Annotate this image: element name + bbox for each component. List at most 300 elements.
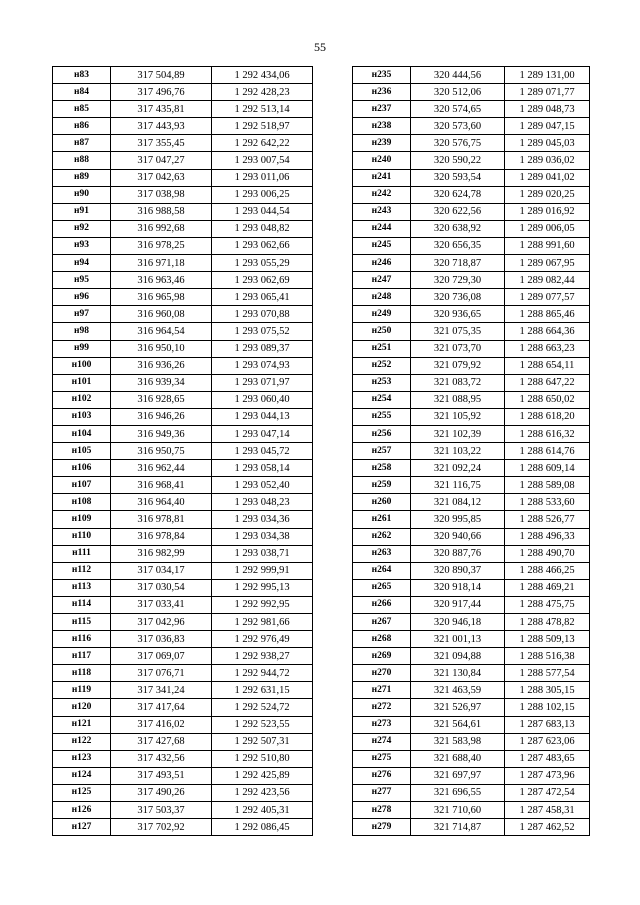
cell-y-left: 1 293 007,54 [212, 152, 313, 169]
column-gap [313, 289, 353, 306]
cell-y-right: 1 288 664,36 [505, 323, 590, 340]
cell-point-right: н272 [353, 699, 411, 716]
column-gap [313, 819, 353, 836]
cell-point-left: н90 [53, 186, 111, 203]
column-gap [313, 614, 353, 631]
cell-x-right: 320 917,44 [411, 596, 505, 613]
cell-y-right: 1 289 036,02 [505, 152, 590, 169]
cell-y-right: 1 287 473,96 [505, 767, 590, 784]
cell-y-right: 1 289 016,92 [505, 203, 590, 220]
cell-y-left: 1 292 507,31 [212, 733, 313, 750]
cell-point-left: н122 [53, 733, 111, 750]
cell-point-right: н264 [353, 562, 411, 579]
column-gap [313, 528, 353, 545]
table-row [53, 152, 590, 169]
cell-x-right: 321 073,70 [411, 340, 505, 357]
cell-x-left: 316 939,34 [111, 374, 212, 391]
cell-point-right: н273 [353, 716, 411, 733]
cell-y-left: 1 293 055,29 [212, 255, 313, 272]
cell-y-left: 1 293 048,23 [212, 494, 313, 511]
table-row [53, 391, 590, 408]
cell-x-left: 317 341,24 [111, 682, 212, 699]
column-gap [313, 545, 353, 562]
cell-point-left: н94 [53, 255, 111, 272]
cell-x-right: 321 710,60 [411, 802, 505, 819]
cell-y-right: 1 288 991,60 [505, 237, 590, 254]
cell-point-left: н118 [53, 665, 111, 682]
cell-y-right: 1 289 006,05 [505, 220, 590, 237]
cell-x-right: 321 084,12 [411, 494, 505, 511]
column-gap [313, 699, 353, 716]
cell-point-right: н276 [353, 767, 411, 784]
column-gap [313, 203, 353, 220]
cell-x-right: 321 083,72 [411, 374, 505, 391]
cell-y-right: 1 289 047,15 [505, 118, 590, 135]
column-gap [313, 460, 353, 477]
cell-point-right: н251 [353, 340, 411, 357]
table-row [53, 272, 590, 289]
column-gap [313, 802, 353, 819]
cell-point-left: н126 [53, 802, 111, 819]
cell-point-right: н254 [353, 391, 411, 408]
cell-x-left: 316 978,81 [111, 511, 212, 528]
cell-x-left: 316 936,26 [111, 357, 212, 374]
cell-y-left: 1 292 981,66 [212, 614, 313, 631]
cell-x-right: 321 102,39 [411, 425, 505, 442]
cell-point-left: н84 [53, 84, 111, 101]
table-row [53, 220, 590, 237]
cell-point-left: н108 [53, 494, 111, 511]
cell-point-right: н241 [353, 169, 411, 186]
cell-point-right: н249 [353, 306, 411, 323]
column-gap [313, 425, 353, 442]
cell-y-left: 1 293 048,82 [212, 220, 313, 237]
cell-x-right: 321 564,61 [411, 716, 505, 733]
cell-x-left: 317 416,02 [111, 716, 212, 733]
table-row [53, 767, 590, 784]
table-row [53, 579, 590, 596]
cell-point-right: н243 [353, 203, 411, 220]
cell-point-left: н89 [53, 169, 111, 186]
column-gap [313, 237, 353, 254]
cell-x-left: 316 962,44 [111, 460, 212, 477]
cell-y-left: 1 293 011,06 [212, 169, 313, 186]
cell-y-right: 1 288 865,46 [505, 306, 590, 323]
cell-x-right: 321 001,13 [411, 631, 505, 648]
table-row [53, 802, 590, 819]
cell-point-left: н98 [53, 323, 111, 340]
cell-point-left: н124 [53, 767, 111, 784]
table-row [53, 494, 590, 511]
cell-point-left: н119 [53, 682, 111, 699]
cell-point-right: н250 [353, 323, 411, 340]
cell-x-left: 316 964,54 [111, 323, 212, 340]
cell-y-left: 1 293 006,25 [212, 186, 313, 203]
cell-y-right: 1 287 683,13 [505, 716, 590, 733]
cell-x-right: 320 638,92 [411, 220, 505, 237]
cell-y-left: 1 292 405,31 [212, 802, 313, 819]
column-gap [313, 152, 353, 169]
column-gap [313, 784, 353, 801]
column-gap [313, 67, 353, 84]
cell-y-right: 1 288 509,13 [505, 631, 590, 648]
cell-x-right: 320 576,75 [411, 135, 505, 152]
cell-y-left: 1 293 075,52 [212, 323, 313, 340]
column-gap [313, 665, 353, 682]
cell-y-left: 1 293 070,88 [212, 306, 313, 323]
table-row [53, 323, 590, 340]
cell-x-right: 320 946,18 [411, 614, 505, 631]
cell-y-right: 1 289 048,73 [505, 101, 590, 118]
column-gap [313, 750, 353, 767]
cell-point-left: н103 [53, 408, 111, 425]
cell-y-left: 1 292 944,72 [212, 665, 313, 682]
column-gap [313, 716, 353, 733]
column-gap [313, 306, 353, 323]
table-row [53, 357, 590, 374]
cell-y-left: 1 292 513,14 [212, 101, 313, 118]
cell-x-right: 321 079,92 [411, 357, 505, 374]
cell-point-left: н105 [53, 443, 111, 460]
cell-point-left: н102 [53, 391, 111, 408]
column-gap [313, 391, 353, 408]
cell-y-right: 1 289 045,03 [505, 135, 590, 152]
cell-y-right: 1 288 647,22 [505, 374, 590, 391]
table-row [53, 733, 590, 750]
table-row [53, 443, 590, 460]
cell-y-right: 1 287 458,31 [505, 802, 590, 819]
cell-point-left: н92 [53, 220, 111, 237]
cell-x-left: 317 443,93 [111, 118, 212, 135]
cell-y-right: 1 287 483,65 [505, 750, 590, 767]
cell-y-left: 1 292 523,55 [212, 716, 313, 733]
cell-y-right: 1 289 020,25 [505, 186, 590, 203]
cell-x-left: 316 982,99 [111, 545, 212, 562]
cell-x-right: 320 940,66 [411, 528, 505, 545]
cell-x-right: 320 624,78 [411, 186, 505, 203]
cell-y-left: 1 292 524,72 [212, 699, 313, 716]
cell-y-right: 1 288 650,02 [505, 391, 590, 408]
table-row [53, 237, 590, 254]
cell-point-left: н97 [53, 306, 111, 323]
cell-point-left: н83 [53, 67, 111, 84]
cell-y-right: 1 289 067,95 [505, 255, 590, 272]
table-row [53, 169, 590, 186]
cell-x-left: 317 042,63 [111, 169, 212, 186]
cell-point-left: н127 [53, 819, 111, 836]
cell-y-left: 1 293 062,69 [212, 272, 313, 289]
cell-point-left: н123 [53, 750, 111, 767]
table-row [53, 562, 590, 579]
cell-x-right: 321 688,40 [411, 750, 505, 767]
column-gap [313, 272, 353, 289]
cell-y-left: 1 293 038,71 [212, 545, 313, 562]
cell-y-right: 1 288 466,25 [505, 562, 590, 579]
table-row [53, 477, 590, 494]
cell-y-right: 1 288 526,77 [505, 511, 590, 528]
cell-y-right: 1 288 577,54 [505, 665, 590, 682]
cell-point-right: н261 [353, 511, 411, 528]
cell-point-left: н85 [53, 101, 111, 118]
cell-y-left: 1 293 034,36 [212, 511, 313, 528]
cell-point-right: н269 [353, 648, 411, 665]
column-gap [313, 682, 353, 699]
cell-y-right: 1 288 533,60 [505, 494, 590, 511]
cell-y-right: 1 288 478,82 [505, 614, 590, 631]
cell-point-right: н260 [353, 494, 411, 511]
table-row [53, 750, 590, 767]
cell-x-left: 316 949,36 [111, 425, 212, 442]
cell-point-right: н270 [353, 665, 411, 682]
cell-x-left: 317 047,27 [111, 152, 212, 169]
cell-x-right: 320 573,60 [411, 118, 505, 135]
cell-point-right: н255 [353, 408, 411, 425]
table-row [53, 408, 590, 425]
cell-y-left: 1 293 060,40 [212, 391, 313, 408]
cell-y-left: 1 292 428,23 [212, 84, 313, 101]
cell-point-left: н125 [53, 784, 111, 801]
cell-x-left: 316 992,68 [111, 220, 212, 237]
cell-x-right: 321 094,88 [411, 648, 505, 665]
cell-y-left: 1 293 062,66 [212, 237, 313, 254]
cell-x-right: 320 936,65 [411, 306, 505, 323]
cell-x-left: 316 950,75 [111, 443, 212, 460]
cell-y-left: 1 293 044,13 [212, 408, 313, 425]
cell-point-left: н106 [53, 460, 111, 477]
column-gap [313, 340, 353, 357]
cell-x-left: 317 355,45 [111, 135, 212, 152]
cell-x-right: 321 526,97 [411, 699, 505, 716]
column-gap [313, 408, 353, 425]
cell-y-right: 1 288 490,70 [505, 545, 590, 562]
cell-x-right: 321 583,98 [411, 733, 505, 750]
cell-x-left: 317 702,92 [111, 819, 212, 836]
table-row [53, 665, 590, 682]
table-row [53, 631, 590, 648]
cell-y-right: 1 288 609,14 [505, 460, 590, 477]
cell-x-right: 321 105,92 [411, 408, 505, 425]
cell-y-left: 1 292 086,45 [212, 819, 313, 836]
cell-point-left: н120 [53, 699, 111, 716]
column-gap [313, 767, 353, 784]
column-gap [313, 477, 353, 494]
cell-x-left: 317 427,68 [111, 733, 212, 750]
column-gap [313, 220, 353, 237]
cell-point-left: н114 [53, 596, 111, 613]
cell-point-right: н257 [353, 443, 411, 460]
column-gap [313, 101, 353, 118]
cell-x-right: 321 696,55 [411, 784, 505, 801]
cell-x-right: 320 656,35 [411, 237, 505, 254]
cell-point-right: н263 [353, 545, 411, 562]
cell-x-left: 317 036,83 [111, 631, 212, 648]
cell-point-right: н275 [353, 750, 411, 767]
cell-x-left: 316 950,10 [111, 340, 212, 357]
cell-y-left: 1 292 425,89 [212, 767, 313, 784]
column-gap [313, 579, 353, 596]
cell-point-right: н279 [353, 819, 411, 836]
cell-point-right: н239 [353, 135, 411, 152]
table-row [53, 528, 590, 545]
cell-x-right: 321 697,97 [411, 767, 505, 784]
cell-point-right: н252 [353, 357, 411, 374]
cell-x-left: 316 978,25 [111, 237, 212, 254]
cell-y-right: 1 287 623,06 [505, 733, 590, 750]
cell-x-right: 320 729,30 [411, 272, 505, 289]
cell-y-right: 1 288 654,11 [505, 357, 590, 374]
cell-y-right: 1 288 475,75 [505, 596, 590, 613]
cell-y-right: 1 288 618,20 [505, 408, 590, 425]
cell-y-left: 1 292 642,22 [212, 135, 313, 152]
table-row [53, 511, 590, 528]
cell-y-left: 1 292 518,97 [212, 118, 313, 135]
cell-y-left: 1 292 510,80 [212, 750, 313, 767]
cell-x-right: 320 590,22 [411, 152, 505, 169]
cell-x-left: 317 504,89 [111, 67, 212, 84]
cell-y-right: 1 288 469,21 [505, 579, 590, 596]
column-gap [313, 562, 353, 579]
cell-y-right: 1 288 589,08 [505, 477, 590, 494]
cell-point-right: н265 [353, 579, 411, 596]
cell-x-right: 320 918,14 [411, 579, 505, 596]
cell-point-left: н113 [53, 579, 111, 596]
cell-y-left: 1 292 976,49 [212, 631, 313, 648]
cell-point-left: н116 [53, 631, 111, 648]
cell-x-left: 316 968,41 [111, 477, 212, 494]
cell-point-left: н91 [53, 203, 111, 220]
cell-point-left: н121 [53, 716, 111, 733]
column-gap [313, 374, 353, 391]
cell-y-left: 1 293 045,72 [212, 443, 313, 460]
cell-x-left: 317 076,71 [111, 665, 212, 682]
column-gap [313, 323, 353, 340]
table-row [53, 682, 590, 699]
cell-x-left: 316 928,65 [111, 391, 212, 408]
cell-x-left: 317 030,54 [111, 579, 212, 596]
cell-point-right: н244 [353, 220, 411, 237]
cell-y-left: 1 292 423,56 [212, 784, 313, 801]
cell-x-left: 316 960,08 [111, 306, 212, 323]
table-row [53, 784, 590, 801]
cell-x-left: 317 435,81 [111, 101, 212, 118]
cell-y-right: 1 289 041,02 [505, 169, 590, 186]
cell-y-right: 1 289 077,57 [505, 289, 590, 306]
cell-x-left: 317 033,41 [111, 596, 212, 613]
table-row [53, 186, 590, 203]
cell-x-left: 317 490,26 [111, 784, 212, 801]
cell-point-left: н107 [53, 477, 111, 494]
cell-x-right: 320 574,65 [411, 101, 505, 118]
table-row [53, 84, 590, 101]
table-row [53, 101, 590, 118]
cell-y-right: 1 288 305,15 [505, 682, 590, 699]
table-row [53, 118, 590, 135]
cell-y-right: 1 287 472,54 [505, 784, 590, 801]
cell-x-left: 316 964,40 [111, 494, 212, 511]
cell-x-right: 320 995,85 [411, 511, 505, 528]
coordinates-table [52, 66, 590, 836]
cell-point-left: н101 [53, 374, 111, 391]
cell-y-right: 1 287 462,52 [505, 819, 590, 836]
cell-point-right: н268 [353, 631, 411, 648]
cell-point-left: н99 [53, 340, 111, 357]
cell-point-right: н247 [353, 272, 411, 289]
cell-x-left: 317 042,96 [111, 614, 212, 631]
table-row [53, 289, 590, 306]
cell-x-left: 316 988,58 [111, 203, 212, 220]
cell-x-right: 320 622,56 [411, 203, 505, 220]
cell-point-right: н242 [353, 186, 411, 203]
cell-y-right: 1 288 102,15 [505, 699, 590, 716]
cell-y-right: 1 288 496,33 [505, 528, 590, 545]
cell-point-right: н245 [353, 237, 411, 254]
cell-point-right: н267 [353, 614, 411, 631]
cell-point-right: н256 [353, 425, 411, 442]
cell-x-left: 316 971,18 [111, 255, 212, 272]
cell-x-left: 316 965,98 [111, 289, 212, 306]
table-row [53, 203, 590, 220]
cell-point-right: н258 [353, 460, 411, 477]
cell-x-right: 321 130,84 [411, 665, 505, 682]
table-row [53, 255, 590, 272]
column-gap [313, 733, 353, 750]
table-row [53, 699, 590, 716]
column-gap [313, 84, 353, 101]
column-gap [313, 631, 353, 648]
table-row [53, 67, 590, 84]
cell-point-left: н112 [53, 562, 111, 579]
cell-x-right: 320 512,06 [411, 84, 505, 101]
cell-point-right: н235 [353, 67, 411, 84]
cell-y-left: 1 292 631,15 [212, 682, 313, 699]
cell-y-right: 1 288 663,23 [505, 340, 590, 357]
cell-y-right: 1 289 071,77 [505, 84, 590, 101]
table-row [53, 819, 590, 836]
cell-x-right: 321 116,75 [411, 477, 505, 494]
cell-x-left: 317 038,98 [111, 186, 212, 203]
cell-y-left: 1 292 992,95 [212, 596, 313, 613]
column-gap [313, 494, 353, 511]
cell-point-right: н262 [353, 528, 411, 545]
cell-y-left: 1 293 047,14 [212, 425, 313, 442]
table-row [53, 135, 590, 152]
cell-point-left: н96 [53, 289, 111, 306]
cell-x-right: 321 088,95 [411, 391, 505, 408]
column-gap [313, 648, 353, 665]
table-row [53, 374, 590, 391]
cell-y-left: 1 292 938,27 [212, 648, 313, 665]
table-body [53, 67, 590, 836]
cell-y-left: 1 293 044,54 [212, 203, 313, 220]
cell-point-right: н237 [353, 101, 411, 118]
cell-x-left: 316 978,84 [111, 528, 212, 545]
table-row [53, 648, 590, 665]
column-gap [313, 511, 353, 528]
cell-x-left: 317 034,17 [111, 562, 212, 579]
table-row [53, 545, 590, 562]
cell-y-right: 1 288 614,76 [505, 443, 590, 460]
cell-y-left: 1 293 074,93 [212, 357, 313, 374]
cell-y-right: 1 288 516,38 [505, 648, 590, 665]
cell-point-left: н109 [53, 511, 111, 528]
cell-x-right: 320 444,56 [411, 67, 505, 84]
cell-x-left: 317 496,76 [111, 84, 212, 101]
cell-x-left: 316 963,46 [111, 272, 212, 289]
cell-point-right: н238 [353, 118, 411, 135]
cell-point-left: н93 [53, 237, 111, 254]
cell-x-right: 320 593,54 [411, 169, 505, 186]
cell-point-left: н117 [53, 648, 111, 665]
